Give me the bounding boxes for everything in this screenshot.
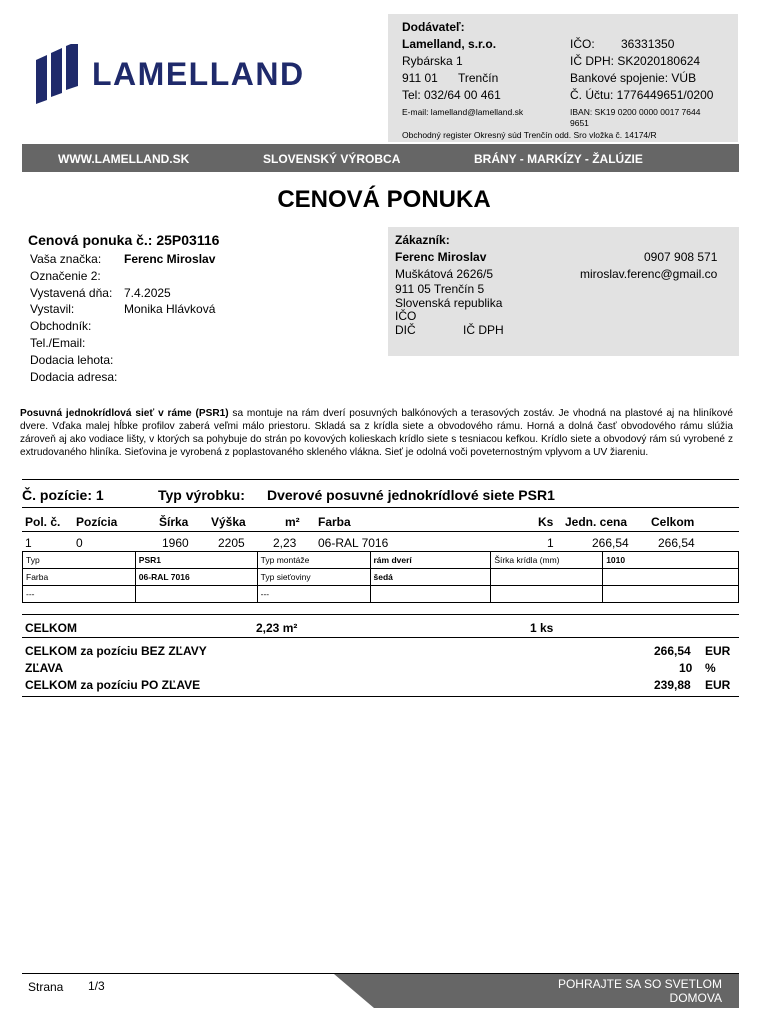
divider: [22, 479, 739, 480]
parameter-value: [603, 586, 739, 603]
footer-slogan-line-1: POHRAJTE SA SO SVETLOM: [557, 977, 722, 991]
total-pieces: 1 ks: [530, 621, 554, 635]
supplier-bank: Bankové spojenie: VÚB: [570, 71, 697, 85]
row-m2: 2,23: [273, 536, 297, 550]
quote-detail-row: [30, 286, 370, 303]
total-before-discount-value: 266,54: [654, 644, 691, 658]
parameter-label: Šírka krídla (mm): [491, 552, 603, 569]
supplier-account: Č. Účtu: 1776449651/0200: [570, 88, 714, 102]
supplier-city: Trenčín: [458, 71, 499, 85]
description-title: Posuvná jednokrídlová sieť v ráme (PSR1): [20, 408, 229, 419]
quote-detail-row: [30, 353, 370, 370]
parameter-value: 1010: [603, 552, 739, 569]
product-type-label: Typ výrobku:: [158, 487, 245, 503]
parameter-value: šedá: [370, 569, 491, 586]
quote-detail-row: [30, 252, 370, 269]
col-header-pol: Pol. č.: [25, 515, 61, 529]
supplier-ico-label: IČO:: [570, 37, 595, 51]
supplier-street: Rybárska 1: [402, 54, 463, 68]
supplier-ico-value: 36331350: [621, 37, 675, 51]
total-after-discount-value: 239,88: [654, 678, 691, 692]
col-header-vyska: Výška: [211, 515, 246, 529]
total-label: CELKOM: [25, 621, 77, 635]
row-pol: 1: [25, 536, 32, 550]
quote-detail-label: Dodacia adresa:: [30, 369, 118, 384]
parameter-label: [491, 569, 603, 586]
discount-label: ZĽAVA: [25, 661, 64, 675]
quote-detail-row: [30, 370, 370, 387]
customer-country: Slovenská republika: [395, 296, 503, 310]
quote-detail-row: [30, 302, 370, 319]
quote-detail-value: Monika Hlávková: [124, 302, 216, 317]
customer-heading: Zákazník:: [395, 233, 450, 247]
supplier-tel: Tel: 032/64 00 461: [402, 88, 501, 102]
col-header-pozicia: Pozícia: [76, 515, 118, 529]
band-made-in: SLOVENSKÝ VÝROBCA: [263, 152, 401, 166]
parameter-value: PSR1: [135, 552, 257, 569]
product-type-value: Dverové posuvné jednokrídlové siete PSR1: [267, 487, 555, 503]
divider: [22, 531, 739, 532]
product-description: [20, 407, 733, 459]
position-header: [22, 487, 555, 503]
logo-mark: [36, 44, 356, 106]
footer-slogan: [520, 977, 722, 1005]
quote-detail-label: Vaša značka:: [30, 252, 102, 266]
customer-name: Ferenc Miroslav: [395, 250, 487, 264]
col-header-total: Celkom: [651, 515, 695, 529]
quote-detail-value: 7.4.2025: [124, 285, 171, 300]
parameter-value: rám dverí: [370, 552, 491, 569]
quote-detail-row: [30, 319, 370, 336]
row-unit-price: 266,54: [592, 536, 629, 550]
discount-value: 10: [679, 661, 693, 675]
total-before-discount-unit: EUR: [705, 644, 731, 658]
supplier-email: E-mail: lamelland@lamelland.sk: [402, 107, 524, 117]
lamelland-logo: [36, 44, 356, 106]
customer-panel: [388, 227, 739, 356]
parameter-row: [23, 586, 739, 603]
divider: [22, 507, 739, 508]
row-pozicia: 0: [76, 536, 83, 550]
band-products: BRÁNY - MARKÍZY - ŽALÚZIE: [474, 152, 643, 166]
divider: [22, 696, 739, 697]
parameter-label: [491, 586, 603, 603]
quote-detail-row: [30, 336, 370, 353]
col-header-m2: m²: [285, 515, 300, 529]
supplier-iban-2: 9651: [570, 118, 589, 128]
supplier-iban-1: IBAN: SK19 0200 0000 0017 7644: [570, 107, 701, 117]
total-area: 2,23 m²: [256, 621, 298, 635]
quote-detail-value: Ferenc Miroslav: [124, 252, 216, 266]
parameter-value: [370, 586, 491, 603]
page-title: CENOVÁ PONUKA: [277, 186, 491, 213]
row-sirka: 1960: [162, 536, 189, 550]
parameter-label: Typ sieťoviny: [257, 569, 370, 586]
parameter-label: ---: [23, 586, 136, 603]
customer-phone: 0907 908 571: [644, 250, 718, 264]
row-farba: 06-RAL 7016: [318, 536, 389, 550]
customer-email: miroslav.ferenc@gmail.co: [580, 267, 718, 281]
parameter-label: Farba: [23, 569, 136, 586]
parameter-row: [23, 569, 739, 586]
quote-detail-label: Obchodník:: [30, 319, 92, 334]
quote-number: Cenová ponuka č.: 25P03116: [28, 232, 220, 248]
col-header-ks: Ks: [538, 515, 554, 529]
quote-detail-label: Dodacia lehota:: [30, 352, 114, 367]
logo-text: LAMELLAND: [92, 56, 305, 92]
parameter-value: 06-RAL 7016: [135, 569, 257, 586]
col-header-sirka: Šírka: [159, 515, 189, 529]
parameter-value: [603, 569, 739, 586]
footer-slogan-line-2: DOMOVA: [669, 991, 722, 1005]
band-website[interactable]: WWW.LAMELLAND.SK: [58, 152, 190, 166]
quote-detail-label: Vystavená dňa:: [30, 285, 113, 300]
divider: [22, 637, 739, 638]
total-after-discount-label: CELKOM za pozíciu PO ZĽAVE: [25, 678, 201, 692]
total-before-discount-label: CELKOM za pozíciu BEZ ZĽAVY: [25, 644, 207, 658]
supplier-heading: Dodávateľ:: [402, 20, 465, 34]
description-text: sa montuje na rám dverí posuvných balkónových a terasových zostáv. Je vhodná na plastové aj na hliníkové dvere. Vďaka malej hĺbke profilov zaberá veľmi málo priestoru. Skladá sa z krídla siete a obvodového rámu. Horná a dolná časť obvodového rámu slúžia zároveň aj ako vodiace lišty, v ktorých sa pohybuje do strán po kovových kolieskach krídlo siete s tesniacou kefkou. Krídlo siete a obvodový rám sú vyrobené z extrudovaného hliníka. Sieťovina je vyrobená z poplastovaného skleného vlákna. Sieť je odolná voči poveternostným vplyvom a UV žiareniu.: [20, 408, 733, 458]
header-band: [22, 144, 739, 172]
customer-city: 911 05 Trenčín 5: [395, 282, 485, 296]
customer-ico: IČO: [395, 309, 417, 323]
supplier-icdph: IČ DPH: SK2020180624: [570, 54, 701, 68]
parameter-label: Typ montáže: [257, 552, 370, 569]
footer-page-label: Strana: [28, 980, 64, 994]
discount-unit: %: [705, 661, 716, 675]
customer-street: Muškátová 2626/5: [395, 267, 494, 281]
col-header-farba: Farba: [318, 515, 351, 529]
supplier-panel: [388, 14, 738, 142]
supplier-register: Obchodný register Okresný súd Trenčín odd. Sro vložka č. 14174/R: [402, 130, 657, 140]
row-ks: 1: [547, 536, 554, 550]
supplier-company: Lamelland, s.r.o.: [402, 37, 497, 51]
total-after-discount-unit: EUR: [705, 678, 731, 692]
quote-detail-label: Tel./Email:: [30, 335, 86, 350]
divider: [22, 614, 739, 615]
quote-detail-row: [30, 269, 370, 286]
parameter-label: ---: [257, 586, 370, 603]
parameter-label: Typ: [23, 552, 136, 569]
customer-icdph: IČ DPH: [463, 323, 504, 337]
position-number: Č. pozície: 1: [22, 487, 104, 503]
supplier-zip: 911 01: [402, 71, 438, 85]
quote-detail-label: Vystavil:: [30, 302, 75, 317]
row-total: 266,54: [658, 536, 695, 550]
row-vyska: 2205: [218, 536, 245, 550]
quote-details: [30, 252, 370, 386]
quote-detail-label: Označenie 2:: [30, 268, 101, 283]
customer-dic: DIČ: [395, 323, 416, 337]
parameter-value: [135, 586, 257, 603]
col-header-unit-price: Jedn. cena: [565, 515, 628, 529]
parameters-table: [22, 551, 739, 603]
parameter-row: [23, 552, 739, 569]
footer-page-number: 1/3: [88, 979, 105, 993]
